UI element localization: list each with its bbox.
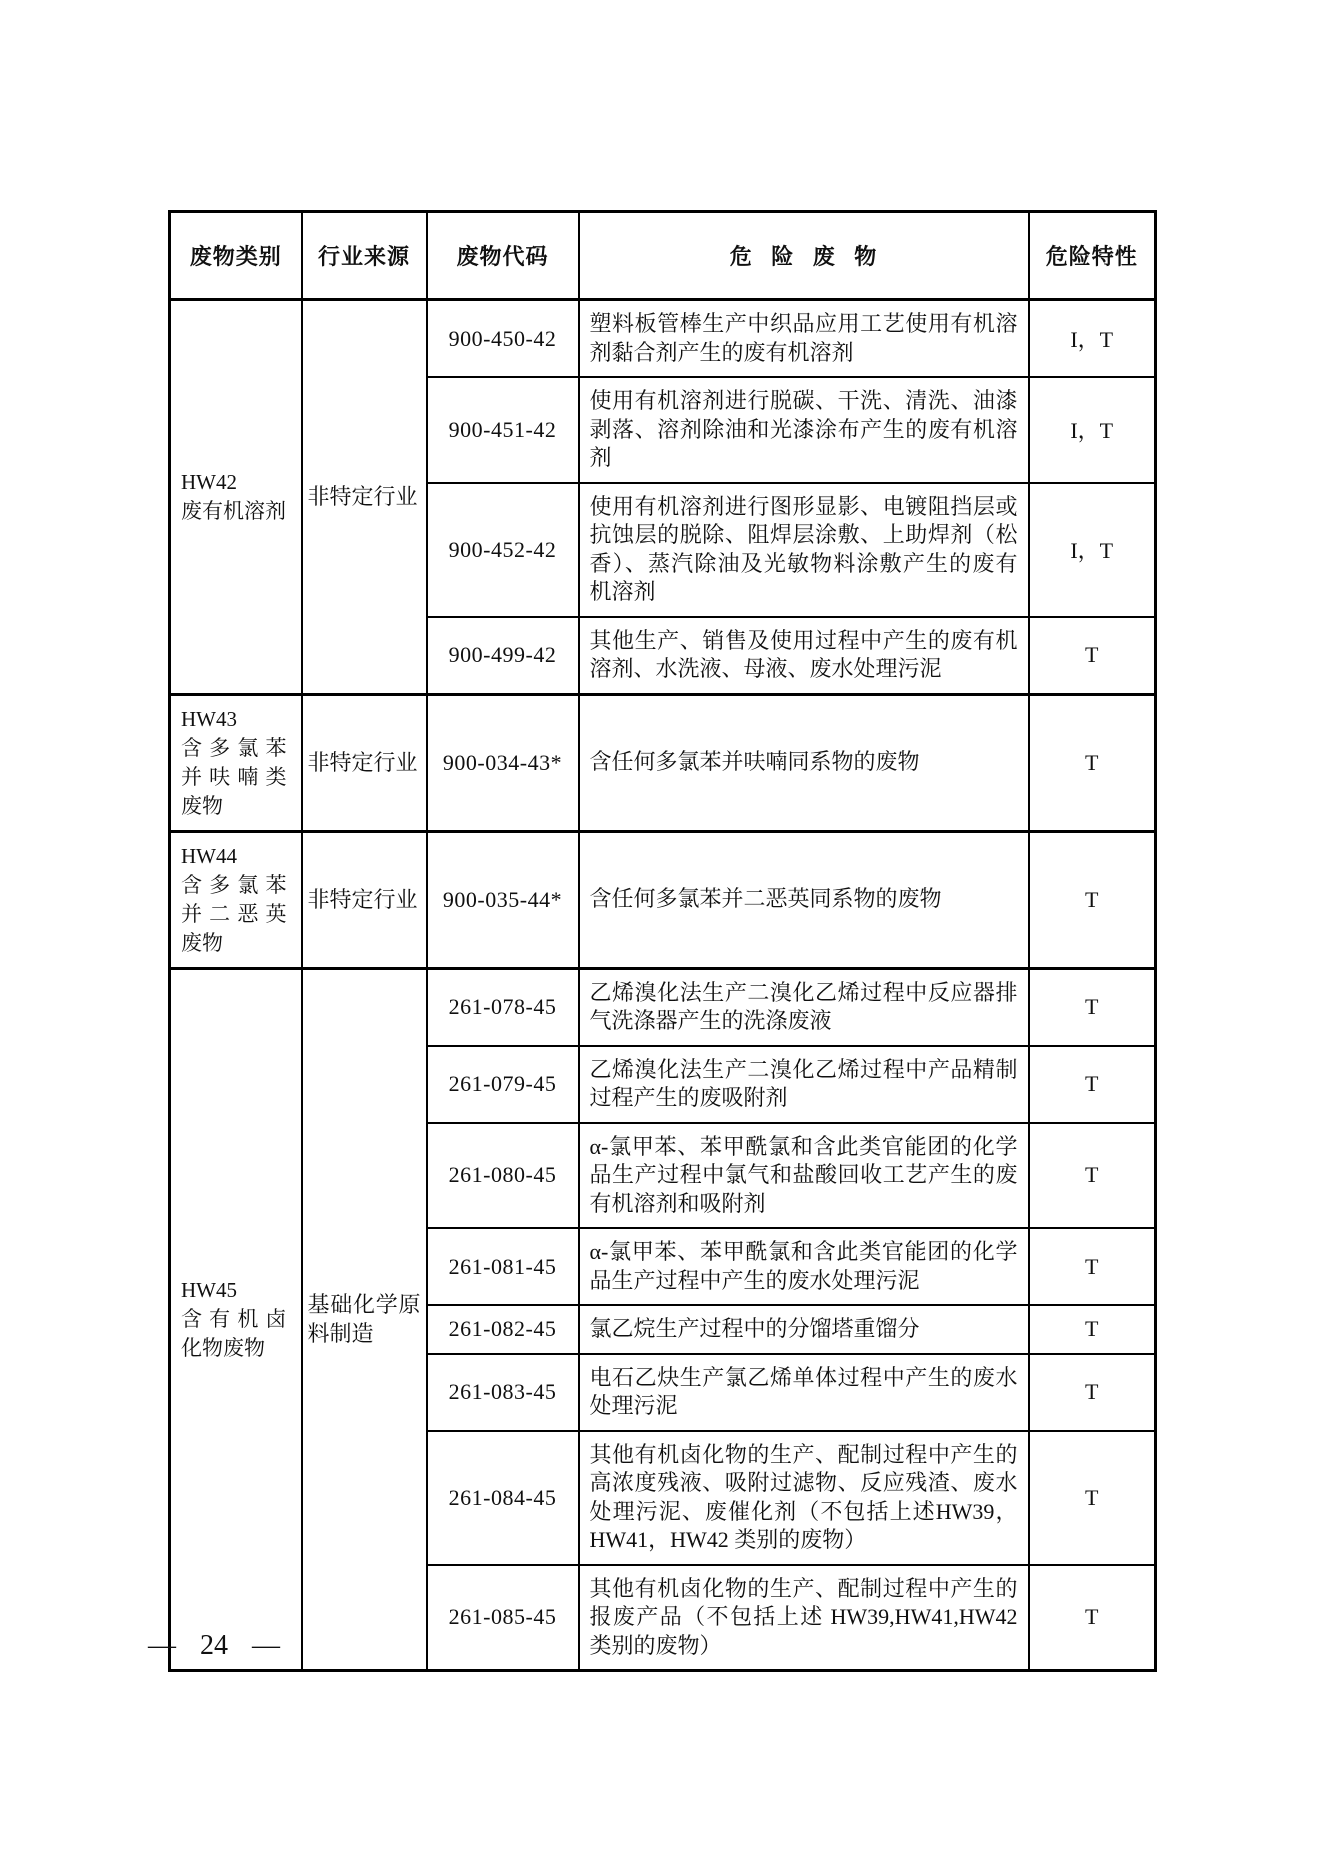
hazard-trait-cell: T <box>1029 1228 1156 1305</box>
hazardous-waste-desc-cell: 含任何多氯苯并呋喃同系物的废物 <box>579 694 1029 831</box>
footer-page-number: 24 <box>200 1630 228 1661</box>
col-header-industry-source: 行业来源 <box>302 212 427 300</box>
footer-left-dash: — <box>148 1630 176 1661</box>
waste-code-cell: 900-451-42 <box>427 377 579 483</box>
waste-code-cell: 261-080-45 <box>427 1123 579 1229</box>
waste-code-cell: 900-499-42 <box>427 617 579 695</box>
hazard-trait-cell: I，T <box>1029 300 1156 378</box>
hazard-trait-cell: T <box>1029 1431 1156 1565</box>
hazardous-waste-desc-cell: α-氯甲苯、苯甲酰氯和含此类官能团的化学品生产过程中产生的废水处理污泥 <box>579 1228 1029 1305</box>
col-header-waste-category: 废物类别 <box>170 212 302 300</box>
table-row <box>170 694 1156 831</box>
hazard-trait-cell: T <box>1029 617 1156 695</box>
hazardous-waste-desc-cell: 其他有机卤化物的生产、配制过程中产生的高浓度残液、吸附过滤物、反应残渣、废水处理污泥、废催化剂（不包括上述HW39，HW41，HW42 类别的废物） <box>579 1431 1029 1565</box>
hazardous-waste-desc-cell: 其他有机卤化物的生产、配制过程中产生的报废产品（不包括上述 HW39,HW41,HW42 类别的废物） <box>579 1565 1029 1671</box>
hazard-trait-cell: I，T <box>1029 377 1156 483</box>
hazard-trait-cell: T <box>1029 831 1156 968</box>
waste-category-cell <box>170 694 302 831</box>
table-row <box>170 300 1156 378</box>
col-header-hazardous-waste: 危 险 废 物 <box>579 212 1029 300</box>
industry-source-cell: 非特定行业 <box>302 694 427 831</box>
col-header-waste-code: 废物代码 <box>427 212 579 300</box>
waste-code-cell: 900-034-43* <box>427 694 579 831</box>
hazard-trait-cell: T <box>1029 1123 1156 1229</box>
hazard-trait-cell: T <box>1029 1354 1156 1431</box>
hazardous-waste-desc-cell: 其他生产、销售及使用过程中产生的废有机溶剂、水洗液、母液、废水处理污泥 <box>579 617 1029 695</box>
hazardous-waste-desc-cell: 乙烯溴化法生产二溴化乙烯过程中产品精制过程产生的废吸附剂 <box>579 1046 1029 1123</box>
waste-code-cell: 261-084-45 <box>427 1431 579 1565</box>
waste-code-cell: 261-085-45 <box>427 1565 579 1671</box>
waste-category-cell <box>170 968 302 1671</box>
hazardous-waste-desc-cell: 含任何多氯苯并二恶英同系物的废物 <box>579 831 1029 968</box>
waste-category-cell <box>170 831 302 968</box>
hazardous-waste-desc-cell: 电石乙炔生产氯乙烯单体过程中产生的废水处理污泥 <box>579 1354 1029 1431</box>
category-name: 废有机溶剂 <box>181 498 286 523</box>
hazard-trait-cell: I，T <box>1029 483 1156 617</box>
waste-code-cell: 261-079-45 <box>427 1046 579 1123</box>
category-code: HW44 <box>181 843 237 868</box>
category-code: HW43 <box>181 706 237 731</box>
hazardous-waste-desc-cell: 使用有机溶剂进行脱碳、干洗、清洗、油漆剥落、溶剂除油和光漆涂布产生的废有机溶剂 <box>579 377 1029 483</box>
category-name: 含多氯苯 并二恶英 废物 <box>181 872 287 955</box>
waste-code-cell: 900-452-42 <box>427 483 579 617</box>
hazard-trait-cell: T <box>1029 1046 1156 1123</box>
hazardous-waste-desc-cell: 塑料板管棒生产中织品应用工艺使用有机溶剂黏合剂产生的废有机溶剂 <box>579 300 1029 378</box>
table-row <box>170 831 1156 968</box>
hazard-trait-cell: T <box>1029 1305 1156 1354</box>
table-row <box>170 968 1156 1046</box>
industry-source-cell: 非特定行业 <box>302 831 427 968</box>
category-code: HW45 <box>181 1277 237 1302</box>
waste-code-cell: 261-083-45 <box>427 1354 579 1431</box>
page-number <box>148 1630 280 1662</box>
category-name: 含多氯苯 并呋喃类 废物 <box>181 735 287 818</box>
waste-code-cell: 900-450-42 <box>427 300 579 378</box>
hazardous-waste-desc-cell: 乙烯溴化法生产二溴化乙烯过程中反应器排气洗涤器产生的洗涤废液 <box>579 968 1029 1046</box>
hazardous-waste-desc-cell: α-氯甲苯、苯甲酰氯和含此类官能团的化学品生产过程中氯气和盐酸回收工艺产生的废有机溶剂和吸附剂 <box>579 1123 1029 1229</box>
category-code: HW42 <box>181 469 237 494</box>
hazard-trait-cell: T <box>1029 968 1156 1046</box>
col-header-hazard-trait: 危险特性 <box>1029 212 1156 300</box>
waste-category-cell <box>170 300 302 695</box>
hazardous-waste-desc-cell: 使用有机溶剂进行图形显影、电镀阻挡层或抗蚀层的脱除、阻焊层涂敷、上助焊剂（松香）、蒸汽除油及光敏物料涂敷产生的废有机溶剂 <box>579 483 1029 617</box>
waste-code-cell: 261-082-45 <box>427 1305 579 1354</box>
category-name: 含有机卤 化物废物 <box>181 1306 287 1360</box>
hazardous-waste-table <box>168 210 1157 1672</box>
hazard-trait-cell: T <box>1029 1565 1156 1671</box>
waste-code-cell: 261-078-45 <box>427 968 579 1046</box>
table-header-row <box>170 212 1156 300</box>
waste-code-cell: 261-081-45 <box>427 1228 579 1305</box>
footer-right-dash: — <box>252 1630 280 1661</box>
waste-code-cell: 900-035-44* <box>427 831 579 968</box>
hazardous-waste-desc-cell: 氯乙烷生产过程中的分馏塔重馏分 <box>579 1305 1029 1354</box>
industry-source-cell: 非特定行业 <box>302 300 427 695</box>
industry-source-cell: 基础化学原料制造 <box>302 968 427 1671</box>
hazard-trait-cell: T <box>1029 694 1156 831</box>
